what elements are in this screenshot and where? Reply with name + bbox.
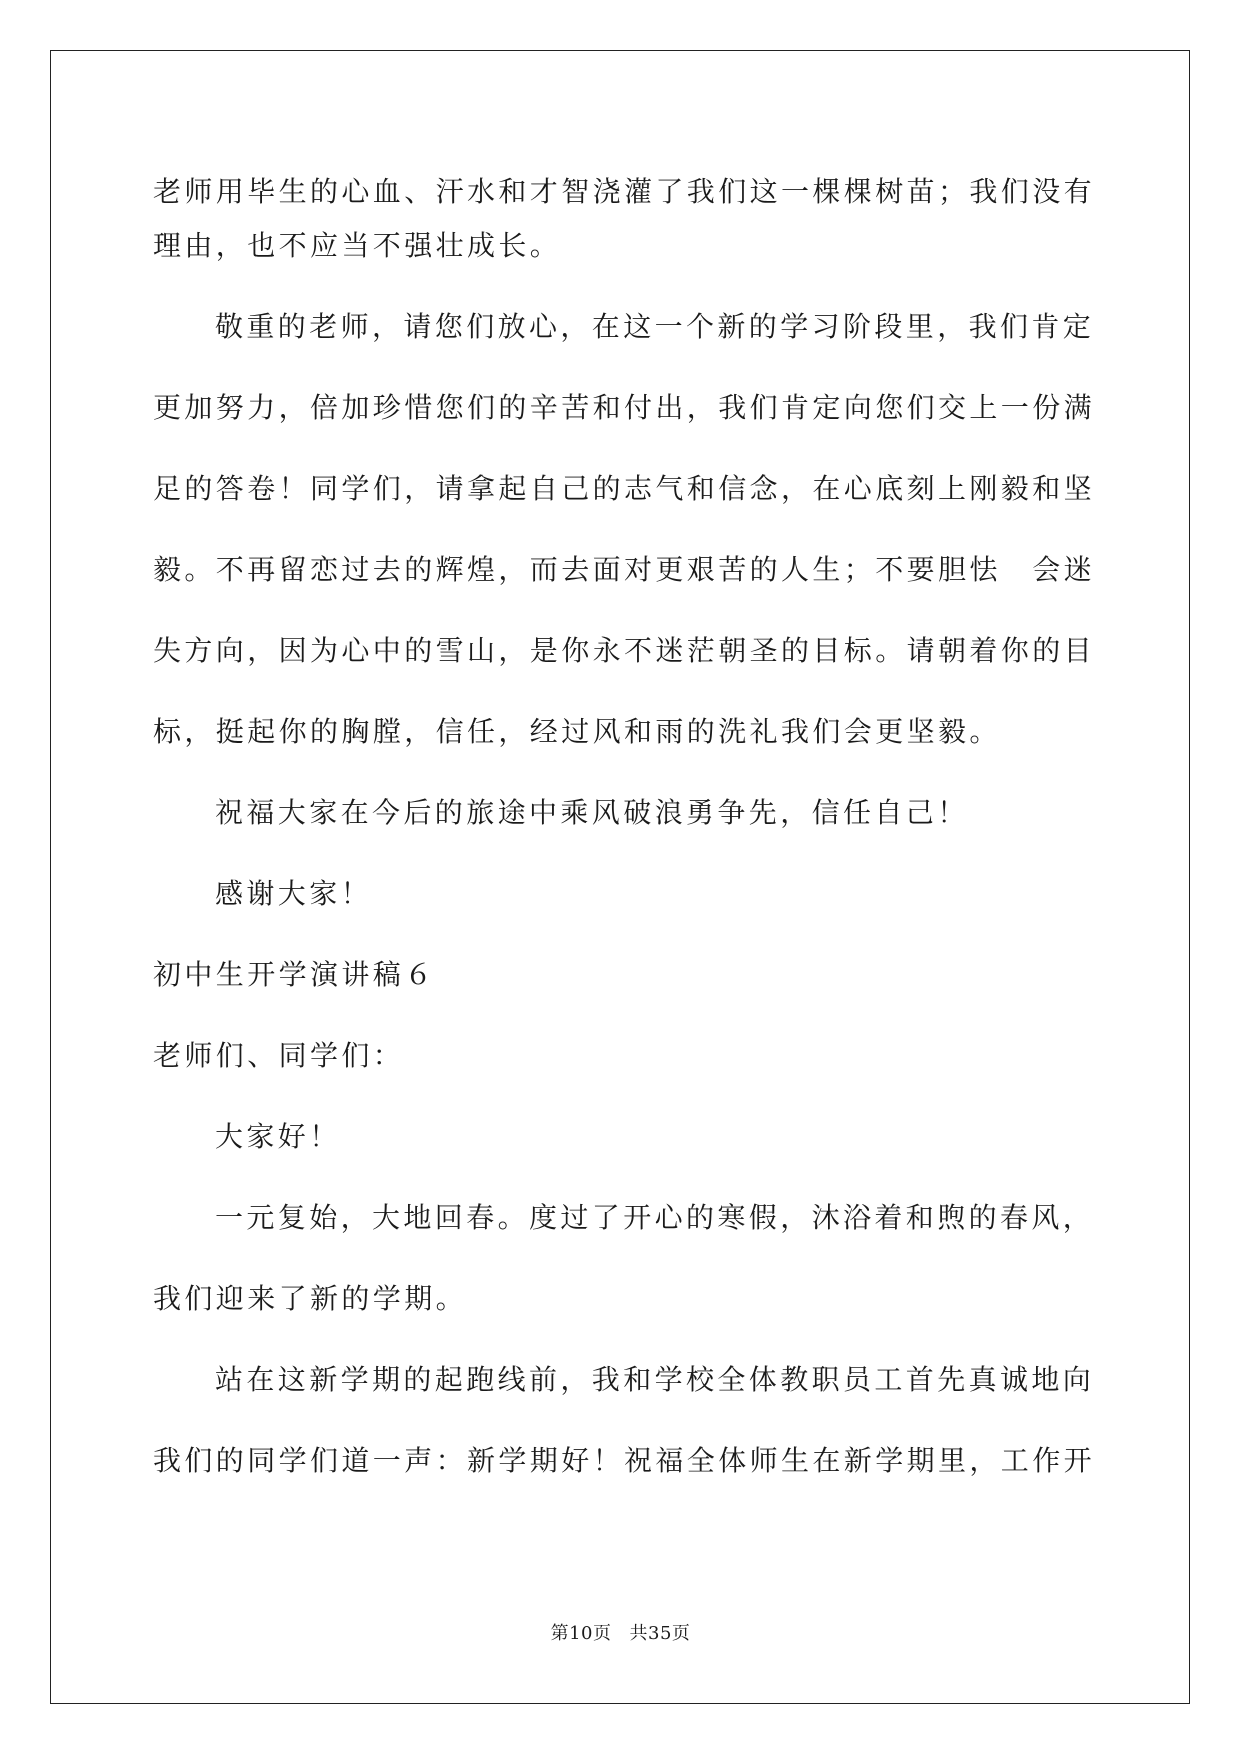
page-number: 第10页	[550, 1623, 612, 1644]
section-heading: 初中生开学演讲稿６	[153, 958, 436, 991]
paragraph-line: 祝福大家在今后的旅途中乘风破浪勇争先，信任自己！	[215, 796, 969, 829]
paragraph-line: 站在这新学期的起跑线前，我和学校全体教职员工首先真诚地向	[215, 1363, 1095, 1396]
paragraph-line: 毅。不再留恋过去的辉煌，而去面对更艰苦的人生；不要胆怯 会迷	[153, 553, 1096, 586]
page-total: 共35页	[629, 1623, 691, 1644]
salutation: 老师们、同学们：	[153, 1039, 405, 1072]
paragraph-line: 标，挺起你的胸膛，信任，经过风和雨的洗礼我们会更坚毅。	[153, 715, 1001, 748]
paragraph-line: 敬重的老师，请您们放心，在这一个新的学习阶段里，我们肯定	[215, 310, 1095, 343]
greeting: 大家好！	[215, 1120, 341, 1153]
paragraph-line: 老师用毕生的心血、汗水和才智浇灌了我们这一棵棵树苗；我们没有	[153, 175, 1096, 208]
paragraph-line: 理由，也不应当不强壮成长。	[153, 229, 562, 262]
paragraph-line: 失方向，因为心中的雪山，是你永不迷茫朝圣的目标。请朝着你的目	[153, 634, 1096, 667]
page-footer	[0, 1622, 1241, 1646]
paragraph-line: 足的答卷！同学们，请拿起自己的志气和信念，在心底刻上刚毅和坚	[153, 472, 1096, 505]
paragraph-line: 我们的同学们道一声：新学期好！祝福全体师生在新学期里，工作开	[153, 1444, 1096, 1477]
paragraph-line: 更加努力，倍加珍惜您们的辛苦和付出，我们肯定向您们交上一份满	[153, 391, 1096, 424]
paragraph-line: 感谢大家！	[215, 877, 373, 910]
paragraph-line: 我们迎来了新的学期。	[153, 1282, 468, 1315]
paragraph-line: 一元复始，大地回春。度过了开心的寒假，沐浴着和煦的春风，	[215, 1201, 1095, 1234]
